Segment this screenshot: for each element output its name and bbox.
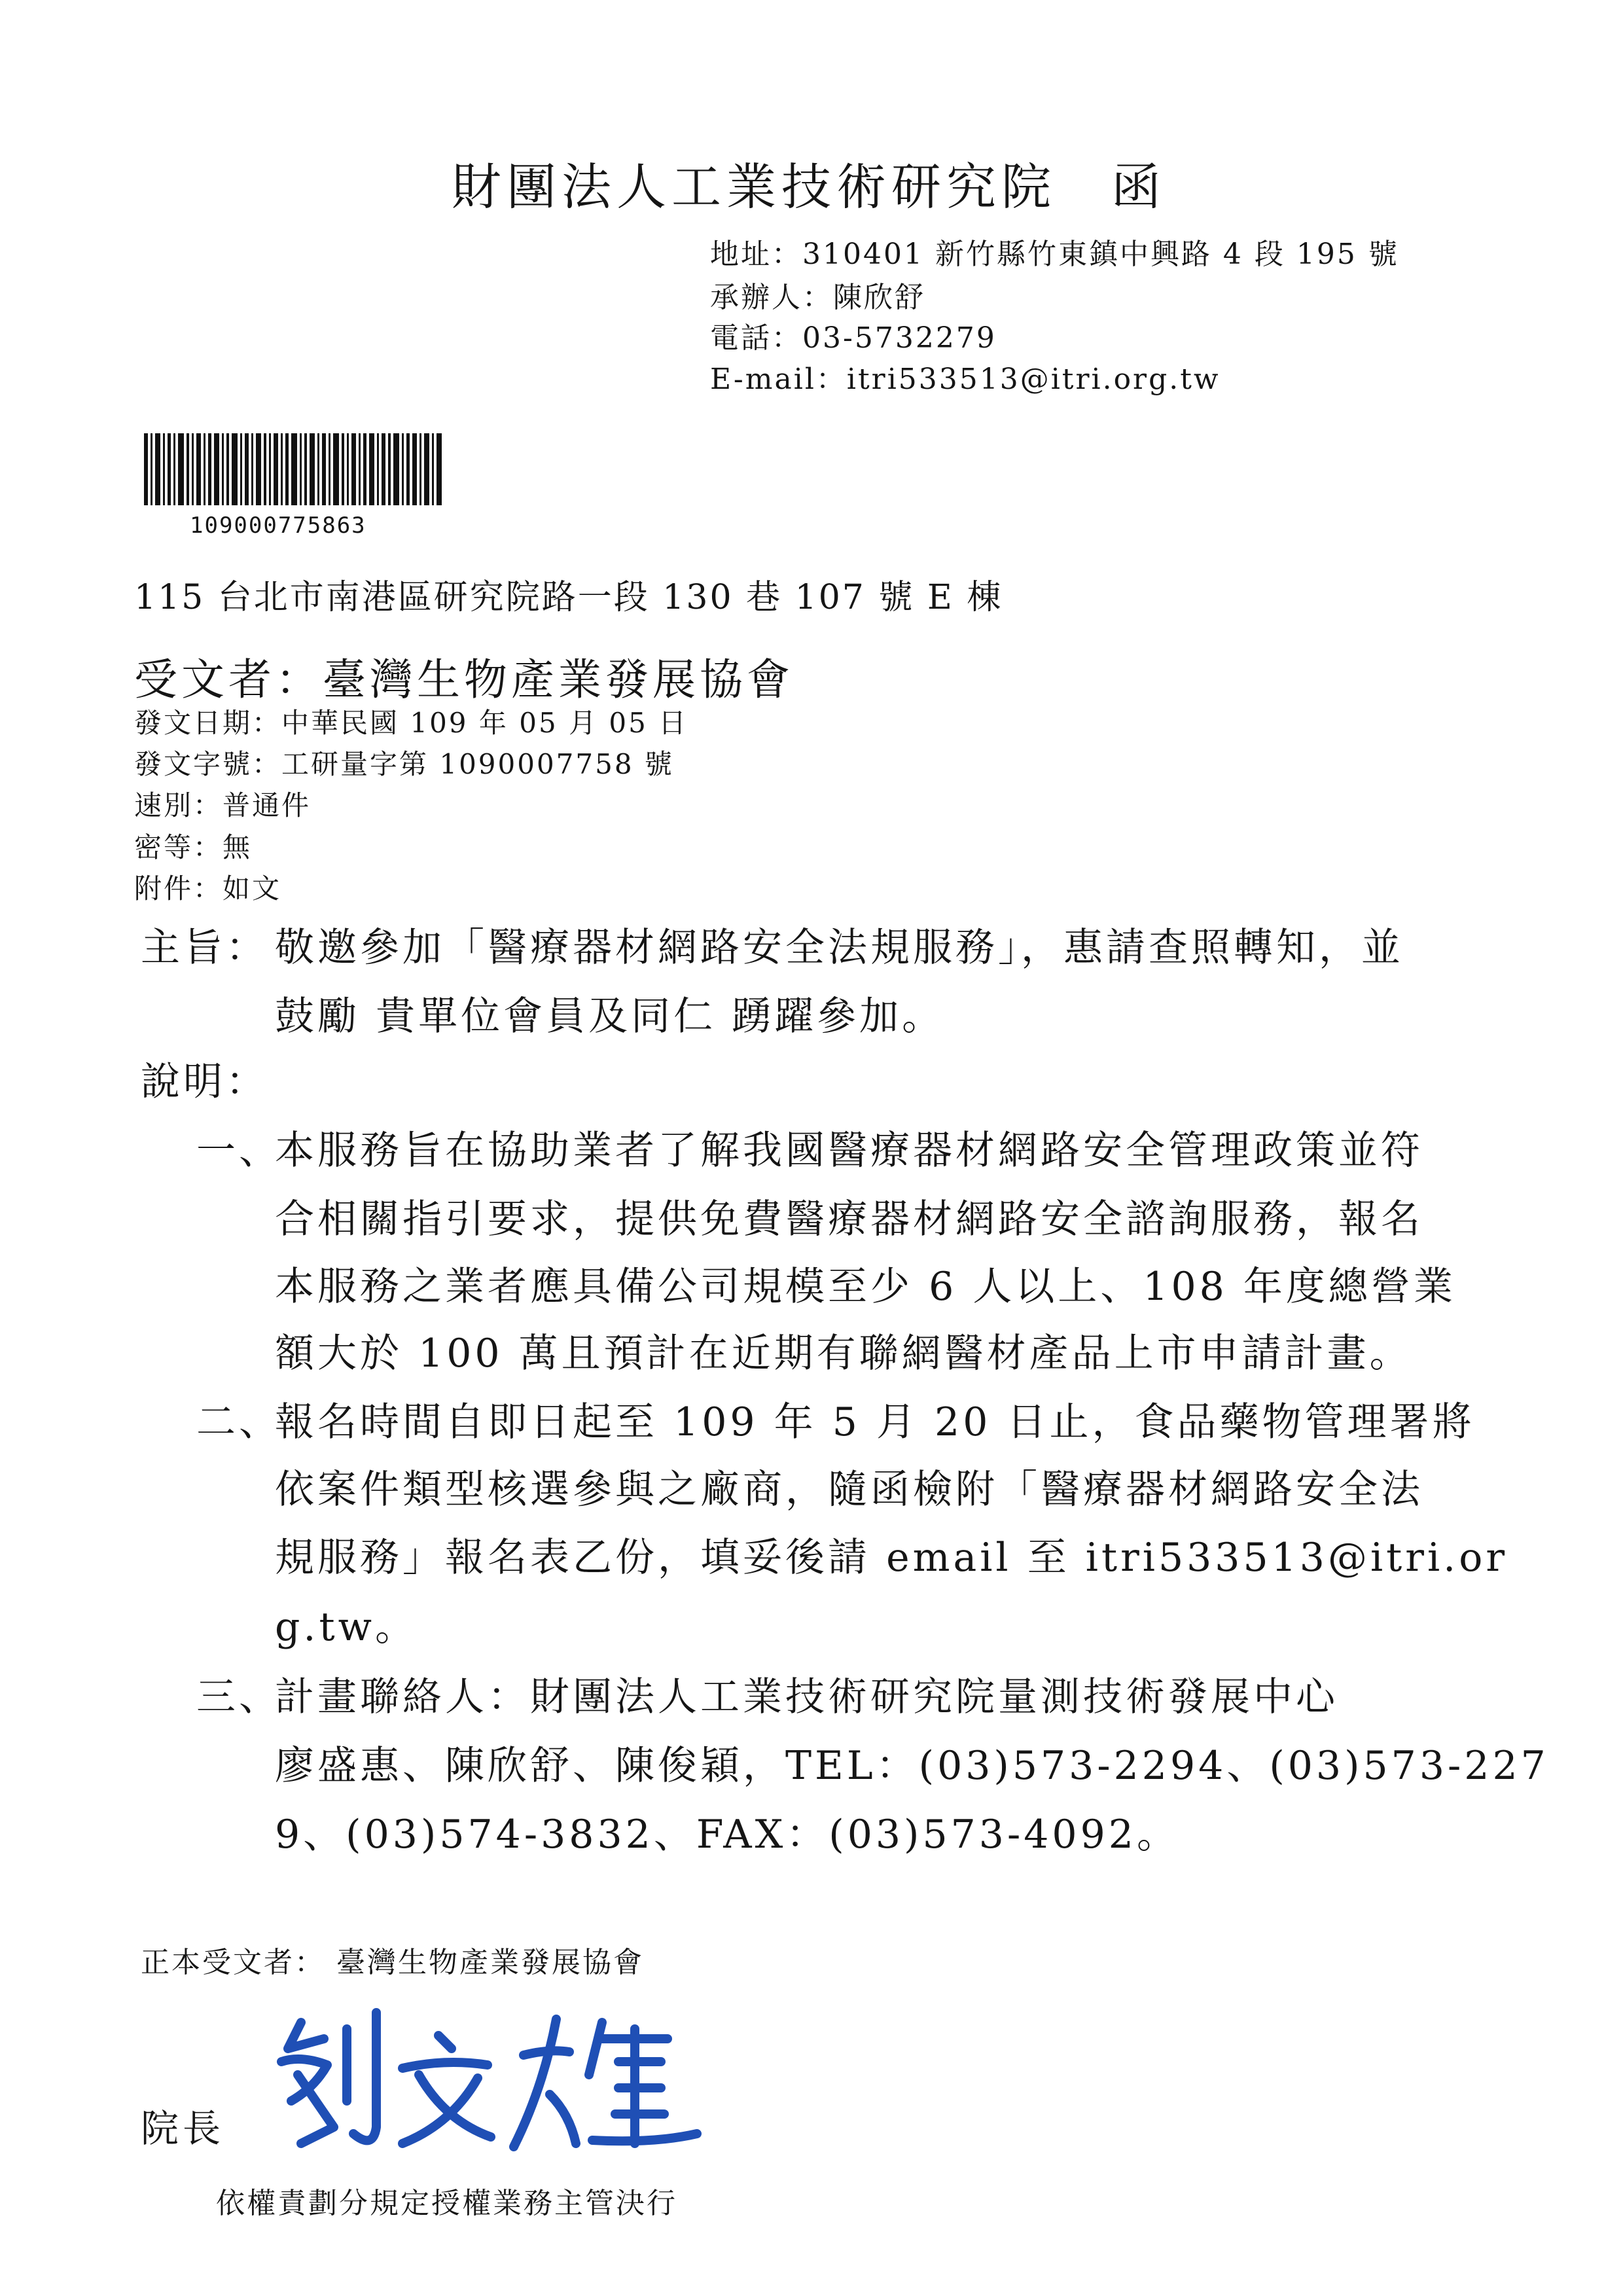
explanation-line: 報名時間自即日起至 109 年 5 月 20 日止，食品藥物管理署將 <box>275 1399 1475 1445</box>
sender-phone: 電話：03-5732279 <box>710 321 997 355</box>
explanation-line: 計畫聯絡人：財團法人工業技術研究院量測技術發展中心 <box>275 1674 1338 1720</box>
recipient-address: 115 台北市南港區研究院路一段 130 巷 107 號 E 棟 <box>134 578 1003 617</box>
explanation-line: 依案件類型核選參與之廠商，隨函檢附「醫療器材網路安全法 <box>275 1467 1423 1513</box>
explanation-line: 本服務旨在協助業者了解我國醫療器材網路安全管理政策並符 <box>275 1128 1423 1174</box>
explanation-item-number: 三、 <box>196 1674 281 1720</box>
explanation-line: 規服務」報名表乙份，填妥後請 email 至 itri533513@itri.or <box>275 1535 1508 1581</box>
explanation-line: 9、(03)574-3832、FAX：(03)573-4092。 <box>275 1812 1179 1857</box>
sender-contact-person: 承辦人：陳欣舒 <box>710 281 925 314</box>
copy-recipient: 正本受文者： 臺灣生物產業發展協會 <box>141 1946 644 1979</box>
delegation-note: 依權責劃分規定授權業務主管決行 <box>216 2187 677 2220</box>
explanation-item-number: 二、 <box>196 1399 281 1445</box>
president-title: 院長 <box>141 2106 225 2151</box>
explanation-line: 本服務之業者應具備公司規模至少 6 人以上、108 年度總營業 <box>275 1264 1456 1310</box>
explanation-label: 說明： <box>141 1059 268 1105</box>
issue-date: 發文日期：中華民國 109 年 05 月 05 日 <box>134 707 688 739</box>
sender-address: 地址：310401 新竹縣竹東鎮中興路 4 段 195 號 <box>710 238 1399 271</box>
signature-image <box>262 2003 720 2160</box>
document-number: 發文字號：工研量字第 1090007758 號 <box>134 748 674 780</box>
explanation-line: 合相關指引要求，提供免費醫療器材網路安全諮詢服務，報名 <box>275 1196 1423 1242</box>
subject-line: 鼓勵 貴單位會員及同仁 踴躍參加。 <box>275 994 945 1039</box>
explanation-line: 廖盛惠、陳欣舒、陳俊穎，TEL：(03)573-2294、(03)573-227 <box>275 1743 1549 1789</box>
recipient: 受文者：臺灣生物產業發展協會 <box>134 655 794 705</box>
subject-label: 主旨： <box>141 925 268 971</box>
sender-email: E-mail：itri533513@itri.org.tw <box>710 363 1221 396</box>
secrecy-class: 密等：無 <box>134 831 253 863</box>
document-title: 財團法人工業技術研究院 函 <box>452 158 1166 216</box>
barcode-image <box>144 433 442 505</box>
explanation-line: g.tw。 <box>275 1604 418 1650</box>
explanation-item-number: 一、 <box>196 1128 281 1174</box>
barcode-number: 109000775863 <box>190 512 366 539</box>
speed-class: 速別：普通件 <box>134 789 312 821</box>
subject-line: 敬邀參加「醫療器材網路安全法規服務」，惠請查照轉知，並 <box>275 925 1404 971</box>
attachment: 附件：如文 <box>134 872 282 905</box>
explanation-line: 額大於 100 萬且預計在近期有聯網醫材產品上市申請計畫。 <box>275 1331 1412 1376</box>
